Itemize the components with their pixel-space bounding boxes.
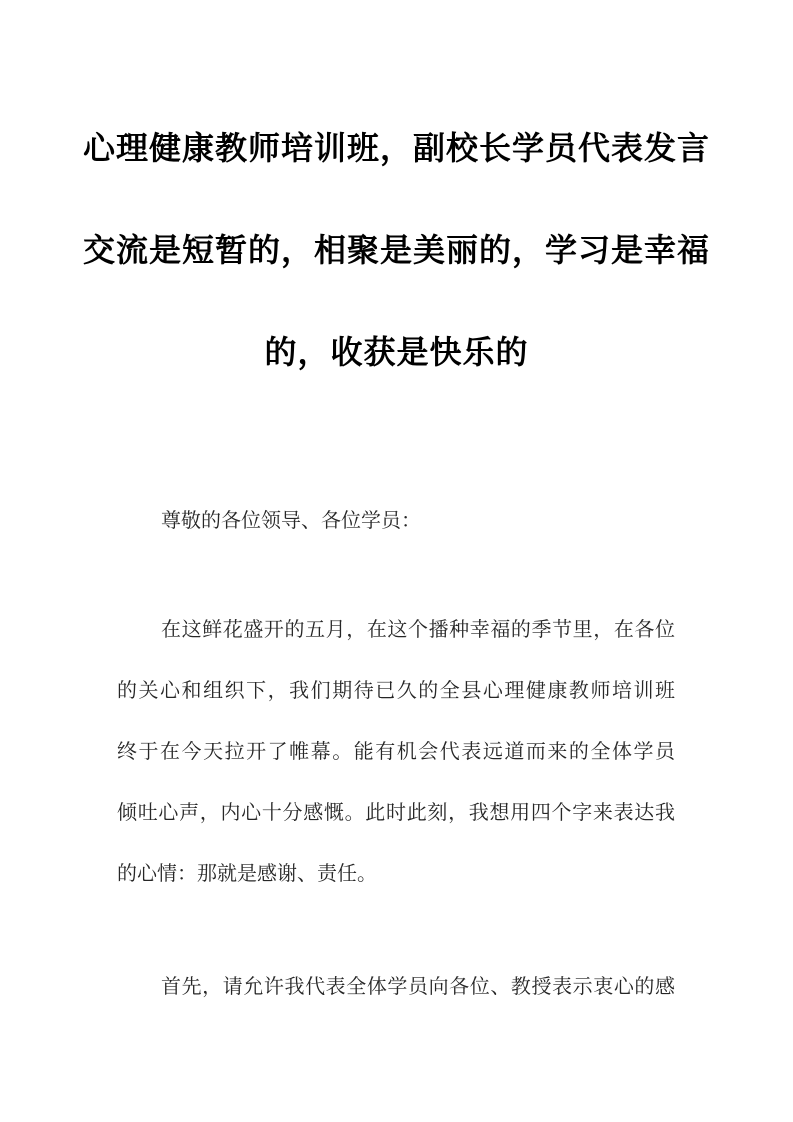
closing-paragraph [117,957,675,1018]
document-body [0,491,793,1018]
text-line: 首先，请允许我代表全体学员向各位、教授表示衷心的感 [161,976,675,998]
text-line: 在这鲜花盛开的五月，在这个播种幸福的季节里，在各位 [161,619,675,641]
text-line: 的心情：那就是感谢、责任。 [117,863,377,885]
main-paragraph [117,600,675,905]
document-title [0,0,793,403]
title-line: 的，收获是快乐的 [264,334,529,370]
salutation-paragraph [117,491,675,552]
text-line: 的关心和组织下，我们期待已久的全县心理健康教师培训班 [117,680,675,702]
text-line: 尊敬的各位领导、各位学员： [161,510,421,532]
text-line: 倾吐心声，内心十分感慨。此时此刻，我想用四个字来表达我 [117,802,675,824]
text-line: 终于在今天拉开了帷幕。能有机会代表远道而来的全体学员 [117,741,675,763]
title-line: 交流是短暂的，相聚是美丽的，学习是幸福 [82,232,710,268]
title-line: 心理健康教师培训班，副校长学员代表发言 [82,130,710,166]
